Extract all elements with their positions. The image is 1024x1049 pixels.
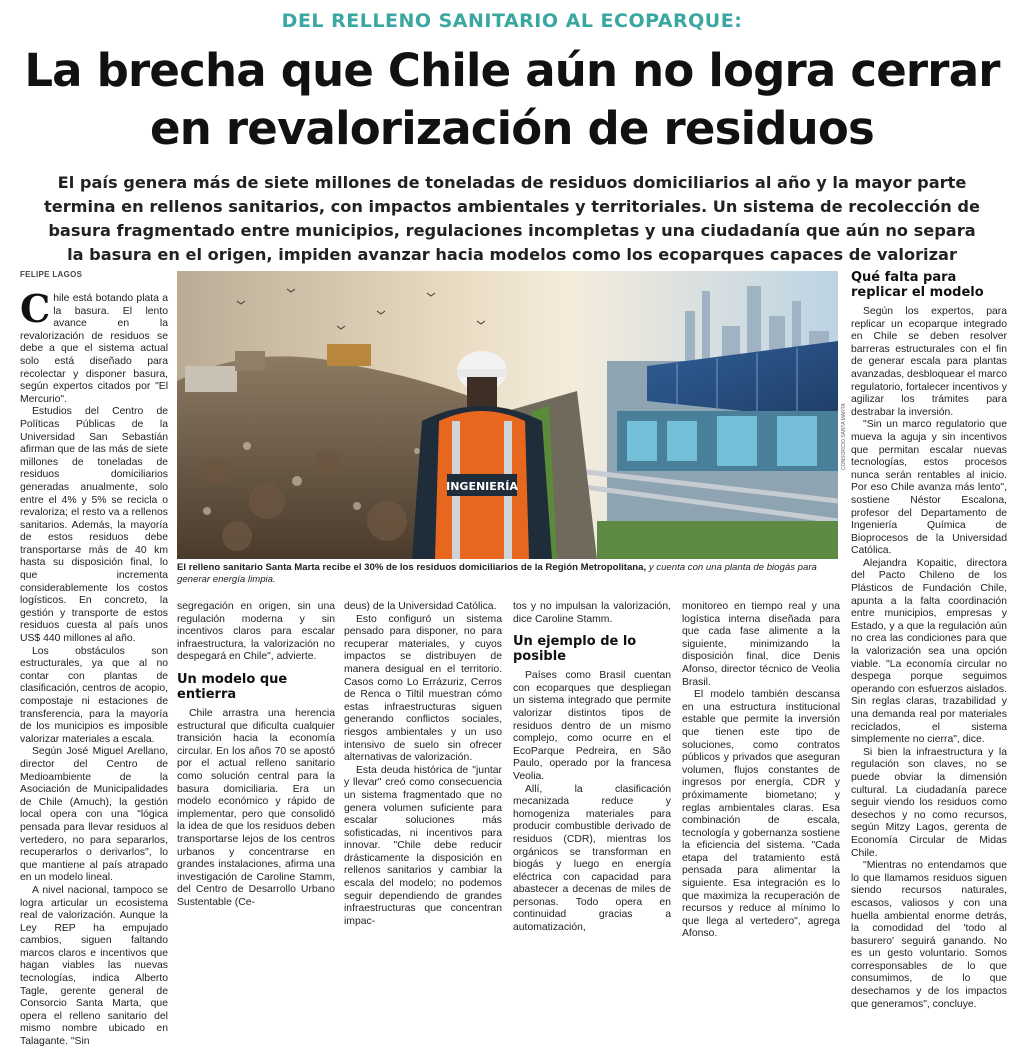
vest-label: INGENIERÍA <box>446 480 518 493</box>
column-4 <box>513 601 671 935</box>
col5-paragraph-2: El modelo también descansa en una estructura institucional estable que permite la inversión que tienen este tipo de soluciones, como contratos públicos y privados que aseguran volumen, flujos constantes de ingresos por energía, CDR y próximamente biometano; y reglas ambientales claras. Esa combinación de escala, tecnología y gobernanza sostiene la eficiencia del sistema. "Cada etapa del tratamiento está pensada para alimentar la siguiente. Esa integración es lo que maximiza la recuperación de recursos y reduce al mínimo lo que llega al vertedero", agrega Afonso. <box>682 689 840 940</box>
col1-p1-text: hile está botando plata a la basura. El lento avance en la revalorización de residuos se debe a que el sistema actual solo está diseñado para recolectar y disponer basura, según expertos citados por "El Mercurio". <box>20 293 168 405</box>
photo-caption <box>177 562 838 586</box>
col6-paragraph-4: Si bien la infraestructura y la regulación son claves, no se puede obviar la dimensión cultural. La ciudadanía parece seguir viendo los residuos como desechos y no como recursos, según Mitzy Lagos, gerenta de Economía Circular de Midas Chile. <box>851 746 1007 859</box>
byline: FELIPE LAGOS <box>20 270 83 279</box>
col6-paragraph-2: "Sin un marco regulatorio que mueva la aguja y sin incentivos que permitan escalar nuevas tecnologías, estos procesos nunca serán rentables al inicio. Por eso Chile avanza más lento", sostiene Néstor Escalona, profesor del Departamento de Ingeniería Química de Bioprocesos de la Universidad Católica. <box>851 419 1007 557</box>
col1-paragraph-4: Según José Miguel Arellano, director del Centro de Medioambiente de la Asociación de Municipalidades de Chile (Amuch), la gestión local opera con una "lógica pensada para llevar residuos al vertedero, no para separarlos, recuperarlos o derivarlos", lo que mantiene al país atrapado en un modelo lineal. <box>20 746 168 884</box>
col3-paragraph-3: Esta deuda histórica de "juntar y llevar" creó como consecuencia un sistema fragmentado que no genera volumen suficiente para escalar soluciones más sofisticadas, ni incentivos para innovar. "Chile debe reducir drásticamente la disposición en rellenos sanitarios y cambiar la escala del modelo; no podemos seguir dependiendo de grandes infraestructuras que concentran impac- <box>344 764 502 927</box>
col2-paragraph-2: Chile arrastra una herencia estructural que dificulta cualquier transición hacia la economía circular. En los años 70 se apostó por el actual relleno sanitario como solución central para la basura domiciliaria. Era un modelo económico y rápido de implementar, pero que consolidó la idea de que los residuos deben transportarse lejos de los centros urbanos y concentrarse en grandes instalaciones, afirma una investigación de Caroline Stamm, del Centro de Desarrollo Urbano Sustentable (Ce- <box>177 707 335 908</box>
photo-credit: CONSORCIO SANTA MARTA <box>841 403 847 470</box>
col3-paragraph-1: deus) de la Universidad Católica. <box>344 601 497 612</box>
col4-paragraph-1: tos y no impulsan la valorización, dice Caroline Stamm. <box>513 601 671 625</box>
headline-line-1: La brecha que Chile aún no logra cerrar <box>24 44 1000 97</box>
col1-paragraph-1 <box>20 286 168 406</box>
col4-paragraph-2: Países como Brasil cuentan con ecoparques que despliegan un sistema integrado que permite valorizar distintos tipos de residuos dentro de un mismo complejo, como ocurre en el EcoParque Pedreira, en São Paulo, operado por la francesa Veolia. <box>513 670 671 782</box>
column-2 <box>177 601 335 909</box>
col2-paragraph-1: segregación en origen, sin una regulación moderna y sin incentivos claros para escalar infraestructura, la valorización no despegará en Chile", advierte. <box>177 601 335 663</box>
col3-paragraph-2: Esto configuró un sistema pensado para disponer, no para recuperar materiales, y cuyos impactos se distribuyen de manera desigual en el territorio. Casos como Lo Errázuriz, Cerros de Renca o Tiltil muestran cómo estas infraestructuras siguen generando conflictos sociales, riesgos ambientales y un uso intensivo de suelo sin ofrecer alternativas de valorización. <box>344 613 502 764</box>
col1-paragraph-3: Los obstáculos son estructurales, ya que al no contar con plantas de clasificación, centros de acopio, compostaje ni estaciones de transferencia, para la mayoría de los municipios es imposible valorizar materiales a escala. <box>20 645 168 745</box>
headline <box>0 42 1024 158</box>
col6-paragraph-1: Según los expertos, para replicar un ecoparque integrado en Chile se deben resolver barreras estructurales con el fin de generar escala para plantas avanzadas, desbloquear el marco regulatorio, fortalecer incentivos y agilizar los trámites para destrabar la inversión. <box>851 306 1007 418</box>
col5-paragraph-1: monitoreo en tiempo real y una logística interna diseñada para que cada fase alimente a la siguiente, minimizando la disposición final, dice Denis Afonso, director técnico de Veolia Brasil. <box>682 601 840 688</box>
headline-line-2: en revalorización de residuos <box>150 102 874 155</box>
column-5 <box>682 601 840 941</box>
deck: El país genera más de siete millones de toneladas de residuos domiciliarios al año y la mayor parte termina en rellenos sanitarios, con impactos ambientales y territoriales. Un sistema de recolección de basura fragmentado entre municipios, regulaciones incompletas y una ciudadanía que aún no separa la basura en el origen, impiden avanzar hacia modelos como los ecoparques capaces de valorizar <box>43 173 980 264</box>
col1-paragraph-5: A nivel nacional, tampoco se logra articular un ecosistema real de valorización. Aunque la Ley REP ha empujado cambios, siguen faltando marcos claros e incentivos que hagan viables las nuevas tecnologías, indica Alberto Tagle, gerente general de Consorcio Santa Marta, que opera el relleno sanitario del mismo nombre ubicado en Talagante. "Sin <box>20 884 168 1048</box>
article-photo <box>177 271 838 559</box>
col6-paragraph-3: Alejandra Kopaitic, directora del Pacto Chileno de los Plásticos de Fundación Chile, apunta a la falta coordinación entre municipios, empresas y Estado, y a que la regulación aún no crea las condiciones para que la valorización sea una opción viable. "La economía circular no despega porque seguimos operando con esfuerzos aislados. Sin reglas claras, trazabilidad y una demanda real por materiales reciclados, el sistema simplemente no cierra", dice. <box>851 557 1007 746</box>
caption-bold: El relleno sanitario Santa Marta recibe el 30% de los residuos domiciliarios de la Región Metropolitana, <box>177 562 647 573</box>
column-6 <box>851 270 1007 1011</box>
col6-paragraph-5: "Mientras no entendamos que lo que llamamos residuos siguen siendo recursos naturales, escasos, valiosos y con una huella ambiental enorme detrás, la comodidad del 'todo al basurero' seguirá ganando. No es un gesto voluntario. Somos corresponsables de lo que consumimos, de lo que desechamos y de los impactos que generamos", concluye. <box>851 860 1007 1010</box>
col6-subhead: Qué falta para replicar el modelo <box>851 270 984 300</box>
col4-subhead: Un ejemplo de lo posible <box>513 634 637 665</box>
column-1 <box>20 286 168 1049</box>
kicker: DEL RELLENO SANITARIO AL ECOPARQUE: <box>281 10 743 32</box>
col1-paragraph-2: Estudios del Centro de Políticas Públicas de la Universidad San Sebastián afirman que de las más de siete millones de toneladas de residuos domiciliarios generadas anualmente, solo entre el 4% y 5% se recicla o revaloriza; el resto va a rellenos sanitarios. Además, la mayoría de estos residuos debe transportarse más de 40 km hasta su disposición final, lo que incrementa considerablemente los costos logísticos. En concreto, la gestión y transporte de estos residuos cuesta al país unos US$ 440 millones al año. <box>20 406 168 645</box>
col2-subhead: Un modelo que entierra <box>177 671 288 702</box>
column-3 <box>344 601 502 928</box>
caption-italic: y cuenta con una planta de biogás para generar energía limpia. <box>177 562 817 585</box>
dropcap: C <box>20 286 51 331</box>
col4-paragraph-3: Allí, la clasificación mecanizada reduce y homogeniza materiales para producir combustible derivado de residuos (CDR), mientras los orgánicos se transforman en biogás y luego en energía eléctrica con capacidad para abastecer a decenas de miles de personas. Todo opera en continuidad gracias a automatización, <box>513 783 671 934</box>
